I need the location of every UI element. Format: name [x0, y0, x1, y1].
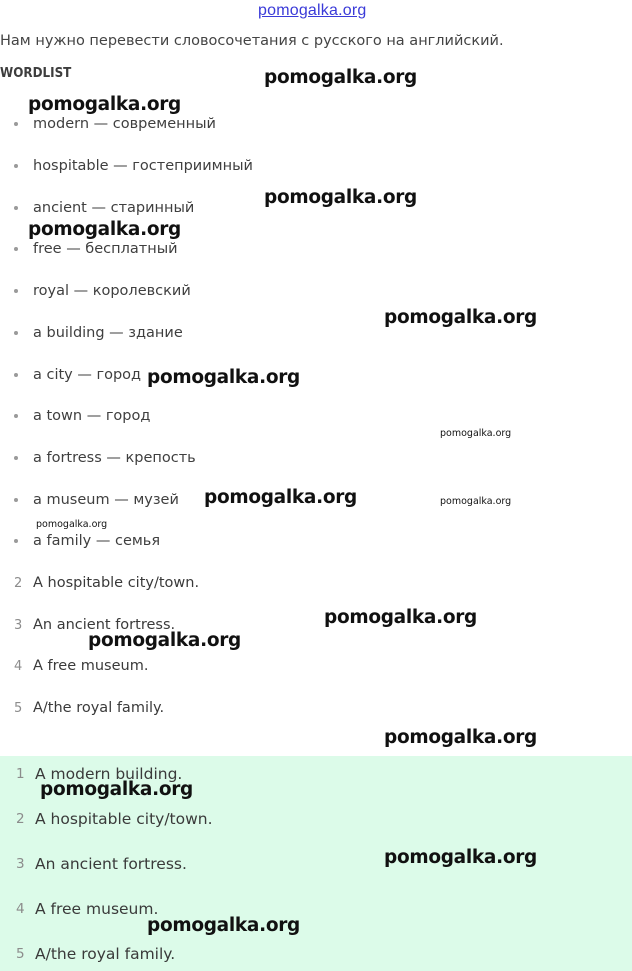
bullet-icon — [14, 498, 18, 502]
answer-item-text: A free museum. — [35, 900, 159, 918]
numbered-item — [14, 571, 199, 595]
wordlist-item-text: a museum — музей — [33, 492, 179, 508]
wordlist-item — [14, 404, 150, 428]
watermark: pomogalka.org — [147, 367, 300, 388]
wordlist-item — [14, 279, 191, 303]
item-number: 3 — [16, 856, 25, 872]
bullet-icon — [14, 247, 18, 251]
item-number: 5 — [16, 946, 25, 962]
wordlist-item — [14, 154, 253, 178]
item-number: 2 — [14, 575, 23, 591]
wordlist-item-text: a city — город — [33, 367, 142, 383]
wordlist-item-text: royal — королевский — [33, 283, 191, 299]
wordlist-item — [14, 446, 196, 470]
bullet-icon — [14, 414, 18, 418]
watermark: pomogalka.org — [440, 428, 512, 439]
wordlist-item — [14, 196, 194, 220]
item-number: 4 — [14, 658, 23, 674]
bullet-icon — [14, 331, 18, 335]
watermark: pomogalka.org — [264, 67, 417, 88]
watermark: pomogalka.org — [147, 915, 300, 936]
bullet-icon — [14, 373, 18, 377]
numbered-item-text: A hospitable city/town. — [33, 575, 200, 591]
bullet-icon — [14, 456, 18, 460]
wordlist-item-text: a fortress — крепость — [33, 450, 196, 466]
watermark: pomogalka.org — [384, 307, 537, 328]
watermark: pomogalka.org — [88, 630, 241, 651]
wordlist-item — [14, 237, 178, 261]
wordlist-item — [14, 112, 216, 136]
wordlist-item — [14, 529, 160, 553]
wordlist-item — [14, 321, 183, 345]
watermark: pomogalka.org — [384, 727, 537, 748]
numbered-item-text: A free museum. — [33, 658, 149, 674]
item-number: 4 — [16, 901, 25, 917]
watermark: pomogalka.org — [384, 847, 537, 868]
watermark: pomogalka.org — [28, 94, 181, 115]
wordlist-item — [14, 363, 141, 387]
wordlist-item — [14, 488, 179, 512]
item-number: 3 — [14, 617, 23, 633]
item-number: 2 — [16, 811, 25, 827]
watermark: pomogalka.org — [204, 487, 357, 508]
wordlist-item-text: hospitable — гостеприимный — [33, 158, 253, 174]
answer-item — [16, 941, 175, 967]
watermark: pomogalka.org — [440, 496, 512, 507]
wordlist-item-text: ancient — старинный — [33, 200, 195, 216]
wordlist-heading: WORDLIST — [0, 66, 72, 81]
answer-item-text: A modern building. — [35, 765, 183, 783]
numbered-item-text: A/the royal family. — [33, 700, 165, 716]
bullet-icon — [14, 122, 18, 126]
numbered-item — [14, 696, 164, 720]
answer-item — [16, 851, 187, 877]
answer-item — [16, 806, 213, 832]
watermark: pomogalka.org — [28, 219, 181, 240]
wordlist-item-text: a family — семья — [33, 533, 161, 549]
numbered-item-text: An ancient fortress. — [33, 617, 176, 633]
wordlist-item-text: a town — город — [33, 408, 151, 424]
watermark: pomogalka.org — [36, 519, 108, 530]
item-number: 5 — [14, 700, 23, 716]
bullet-icon — [14, 289, 18, 293]
site-link[interactable]: pomogalka.org — [258, 2, 367, 19]
answer-item-text: A/the royal family. — [35, 945, 176, 963]
item-number: 1 — [16, 766, 25, 782]
bullet-icon — [14, 206, 18, 210]
wordlist-item-text: modern — современный — [33, 116, 216, 132]
answer-item-text: A hospitable city/town. — [35, 810, 213, 828]
wordlist-item-text: free — бесплатный — [33, 241, 178, 257]
intro-text: Нам нужно перевести словосочетания с русского на английский. — [0, 33, 504, 49]
watermark: pomogalka.org — [324, 607, 477, 628]
answer-item-text: An ancient fortress. — [35, 855, 187, 873]
bullet-icon — [14, 539, 18, 543]
watermark: pomogalka.org — [264, 187, 417, 208]
wordlist-item-text: a building — здание — [33, 325, 183, 341]
answer-item — [16, 896, 158, 922]
numbered-item — [14, 654, 148, 678]
bullet-icon — [14, 164, 18, 168]
watermark: pomogalka.org — [40, 779, 193, 800]
